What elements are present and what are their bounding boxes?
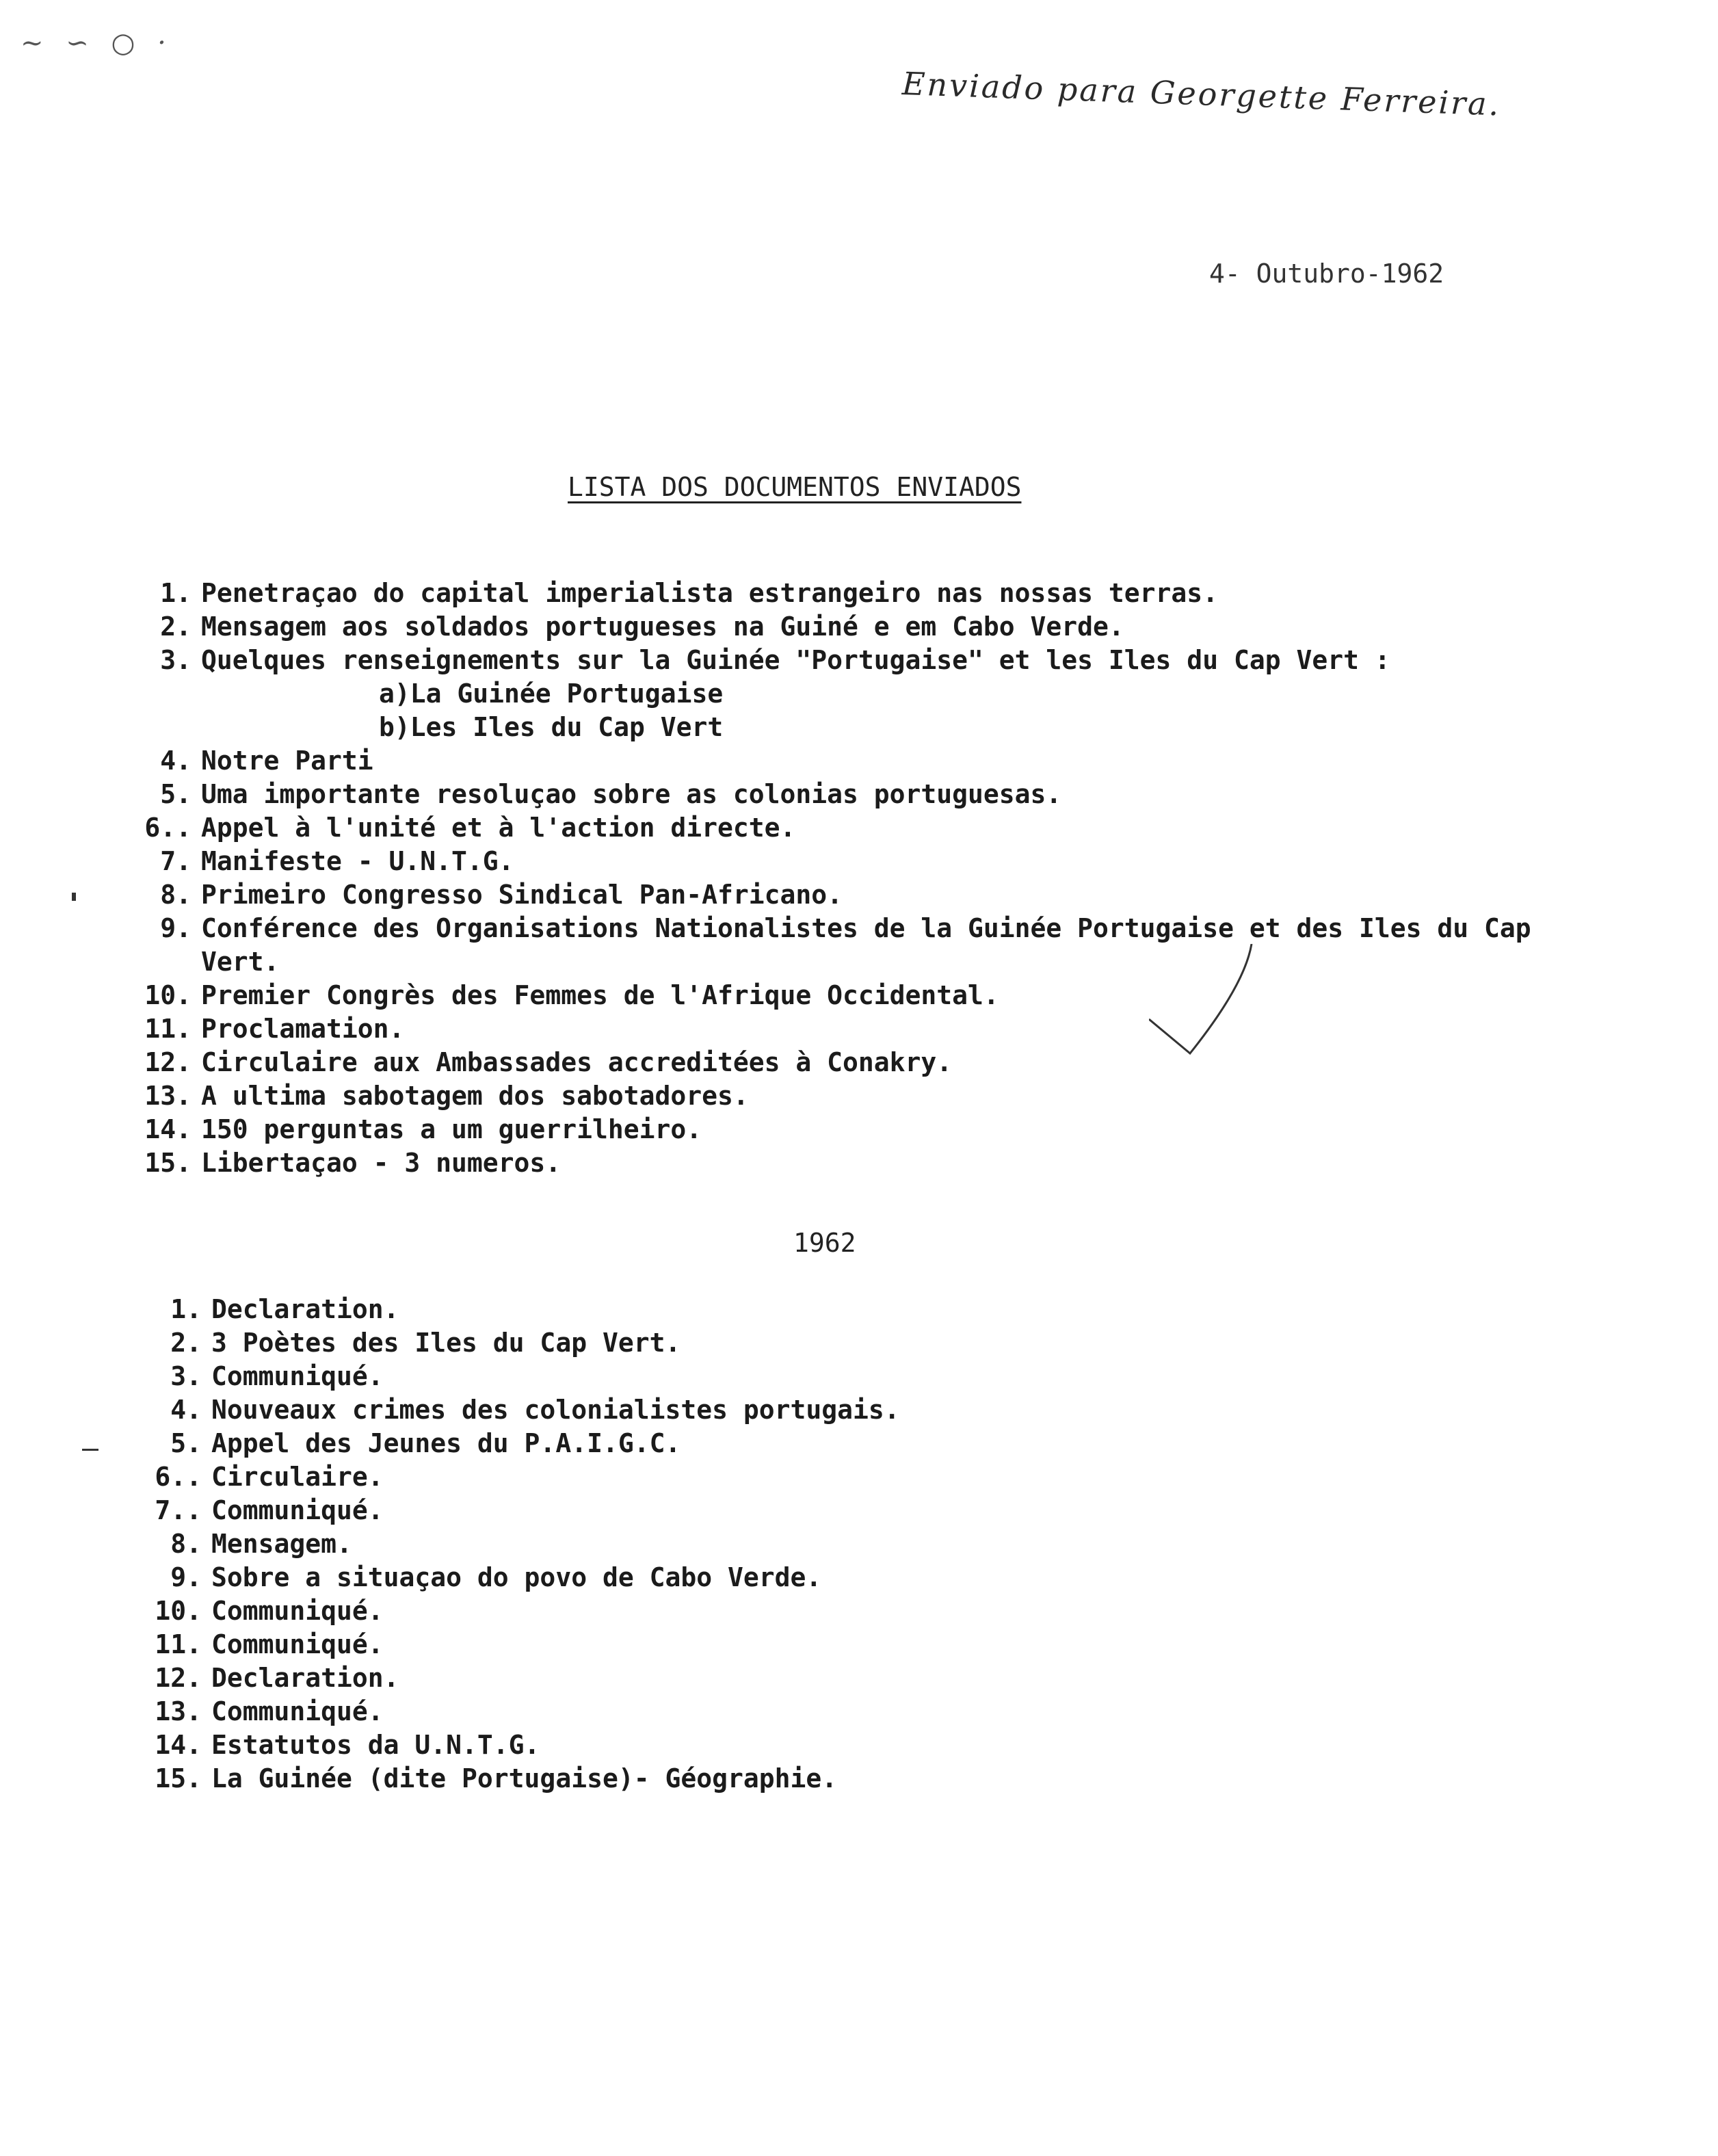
list-item: 12. Circulaire aux Ambassades accreditées à Conakry. [144, 1047, 953, 1077]
list-item: 3. Quelques renseignements sur la Guinée "Portugaise" et les Iles du Cap Vert : [160, 645, 1390, 675]
section-year-heading: 1962 [793, 1228, 856, 1258]
list-item: 1. Penetraçao do capital imperialista estrangeiro nas nossas terras. [160, 578, 1219, 608]
document-list-2 [147, 1293, 900, 1796]
list-item: 13. Communiqué. [155, 1696, 384, 1726]
list-item: 9. Conférence des Organisations Nationalistes de la Guinée Portugaise et des Iles du Cap [160, 913, 1531, 943]
list-item: 1. Declaration. [170, 1294, 399, 1324]
list-item: 10. Communiqué. [155, 1596, 384, 1626]
stray-mark [72, 893, 76, 901]
list-item: 6.. Appel à l'unité et à l'action directe. [144, 813, 796, 843]
handwritten-note: Enviado para Georgette Ferreira. [901, 65, 1502, 123]
document-date: 4- Outubro-1962 [1209, 259, 1444, 289]
handwritten-check-mark [1149, 944, 1286, 1067]
list-item: 6.. Circulaire. [155, 1462, 384, 1492]
list-item: 15. Libertaçao - 3 numeros. [144, 1148, 561, 1178]
list-item-continuation: Vert. [201, 947, 280, 977]
list-item: 7. Manifeste - U.N.T.G. [160, 846, 514, 876]
list-item: 2. Mensagem aos soldados portugueses na Guiné e em Cabo Verde. [160, 612, 1124, 642]
list-item: 11. Proclamation. [144, 1014, 405, 1044]
list-item: 9. Sobre a situaçao do povo de Cabo Verde. [170, 1562, 822, 1592]
list-item: 10. Premier Congrès des Femmes de l'Afrique Occidental. [144, 980, 999, 1010]
list-subitem: b)Les Iles du Cap Vert [379, 712, 724, 742]
list-item: 14. 150 perguntas a um guerrilheiro. [144, 1114, 702, 1144]
list-item: 2. 3 Poètes des Iles du Cap Vert. [170, 1328, 681, 1358]
list-item: 7.. Communiqué. [155, 1495, 384, 1525]
list-item: 4. Notre Parti [160, 746, 373, 776]
list-item: 11. Communiqué. [155, 1629, 384, 1659]
document-list-1 [137, 577, 1531, 1180]
list-item: 14. Estatutos da U.N.T.G. [155, 1730, 540, 1760]
list-item: 12. Declaration. [155, 1663, 399, 1693]
list-item: 13. A ultima sabotagem dos sabotadores. [144, 1081, 749, 1111]
page-title: LISTA DOS DOCUMENTOS ENVIADOS [568, 472, 1022, 502]
list-item: 3. Communiqué. [170, 1361, 384, 1391]
list-item: 5. Uma importante resoluçao sobre as colonias portuguesas. [160, 779, 1062, 809]
list-item: 8. Primeiro Congresso Sindical Pan-Africano. [160, 880, 843, 910]
list-item: 8. Mensagem. [170, 1529, 352, 1559]
stray-mark [82, 1449, 98, 1451]
list-item: 5. Appel des Jeunes du P.A.I.G.C. [170, 1428, 681, 1458]
handwritten-scribble: ~ ∽ ○ · [21, 27, 173, 59]
list-subitem: a)La Guinée Portugaise [379, 679, 724, 709]
list-item: 4. Nouveaux crimes des colonialistes portugais. [170, 1395, 900, 1425]
list-item: 15. La Guinée (dite Portugaise)- Géographie. [155, 1763, 838, 1793]
